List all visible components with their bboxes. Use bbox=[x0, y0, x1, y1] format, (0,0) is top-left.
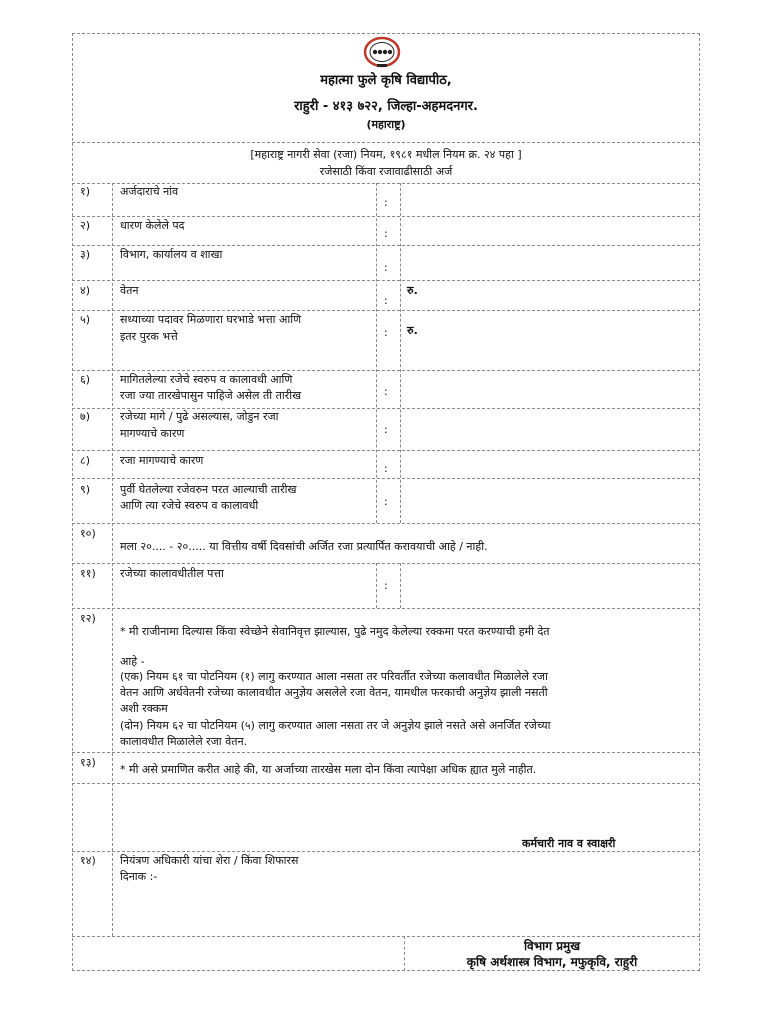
undertaking-line3: (एक) नियम ६१ चा पोटनियम (१) लागु करण्यात आला नसता तर परिवर्तीत रजेच्या कलावधीत मिळालेले रजा bbox=[120, 670, 548, 683]
department-office-label: विभाग, कार्यालय व शाखा bbox=[120, 248, 223, 261]
undertaking-line4: वेतन आणि अर्धवेतनी रजेच्या कालावधीत अनुज्ञेय असलेले रजा वेतन, यामधील फरकाची अनुज्ञेय झाली नसती bbox=[120, 686, 548, 699]
allowance-label-line1: सध्याच्या पदावर मिळणारा घरभाडे भत्ता आणि bbox=[120, 313, 302, 326]
applicant-name-label: अर्जदाराचे नांव bbox=[120, 185, 179, 198]
university-address: राहुरी - ४१३ ७२२, जिल्हा-अहमदनगर. bbox=[294, 99, 478, 114]
rupee-prefix: रु. bbox=[407, 284, 418, 297]
row-number: ७) bbox=[80, 410, 91, 423]
row-number: ४) bbox=[80, 284, 91, 297]
row-number: १४) bbox=[80, 854, 96, 867]
prefix-suffix-label-line1: रजेच्या मागे / पुढे असल्यास, जोडुन रजा bbox=[120, 410, 279, 423]
previous-leave-label-line1: पुर्वी घेतलेल्या रजेवरुन परत आल्याची तारीख bbox=[120, 483, 297, 496]
row-number: १२) bbox=[80, 612, 96, 625]
colon: : bbox=[384, 261, 388, 274]
row-number: ३) bbox=[80, 248, 91, 261]
colon: : bbox=[384, 294, 388, 307]
leave-nature-label-line2: रजा ज्या तारखेपासुन पाहिजे असेल ती तारीख bbox=[120, 389, 302, 402]
row-number: ९) bbox=[80, 483, 91, 496]
undertaking-line6: (दोन) नियम ६२ चा पोटनियम (५) लागु करण्यात आला नसता तर जे अनुज्ञेय झाले नसते असे अनर्जित रजेच्या bbox=[120, 719, 551, 732]
row-number: ८) bbox=[80, 454, 91, 467]
colon: : bbox=[384, 423, 388, 436]
leave-reason-label: रजा मागण्याचे कारण bbox=[120, 454, 204, 467]
form-title: रजेसाठी किंवा रजावाढीसाठी अर्ज bbox=[319, 165, 453, 178]
rupee-prefix: रु. bbox=[407, 324, 418, 337]
colon: : bbox=[384, 462, 388, 475]
date-label: दिनाक :- bbox=[120, 870, 158, 883]
children-certification-text: * मी असे प्रमाणित करीत आहे की, या अर्जाच्या तारखेस मला दोन किंवा त्यापेक्षा अधिक ह्यात मुले नाहीत. bbox=[120, 763, 537, 776]
rule-reference: [महाराष्ट्र नागरी सेवा (रजा) नियम, १९८१ मधील नियम क्र. २४ पहा ] bbox=[250, 148, 522, 161]
leave-address-label: रजेच्या कालावधीतील पत्ता bbox=[120, 567, 224, 580]
post-held-label: धारण केलेले पद bbox=[120, 219, 185, 232]
undertaking-line2: आहे - bbox=[120, 655, 145, 668]
controlling-officer-remarks-label: नियंत्रण अधिकारी यांचा शेरा / किंवा शिफारस bbox=[120, 854, 299, 867]
earned-leave-surrender-text: मला २०.... - २०..... या वित्तीय वर्षी दिवसांची अर्जित रजा प्रत्यार्पित करावयाची आहे / नाही. bbox=[120, 540, 488, 553]
department-name: कृषि अर्थशास्त्र विभाग, मफुकृवि, राहुरी bbox=[466, 955, 638, 969]
prefix-suffix-label-line2: मागण्याचे कारण bbox=[120, 427, 185, 440]
university-name: महात्मा फुले कृषि विद्यापीठ, bbox=[320, 73, 452, 88]
salary-label: वेतन bbox=[120, 284, 139, 297]
row-number: ५) bbox=[80, 313, 91, 326]
colon: : bbox=[384, 579, 388, 592]
leave-nature-label-line1: मागितलेल्या रजेचे स्वरुप व कालावधी आणि bbox=[120, 373, 293, 386]
colon: : bbox=[384, 196, 388, 209]
undertaking-line7: कालावधीत मिळालेले रजा वेतन. bbox=[120, 735, 248, 748]
colon: : bbox=[384, 326, 388, 339]
state-name: (महाराष्ट्र) bbox=[366, 118, 406, 131]
row-number: १०) bbox=[80, 527, 96, 540]
colon: : bbox=[384, 227, 388, 240]
row-number: १) bbox=[80, 185, 91, 198]
row-number: २) bbox=[80, 219, 91, 232]
undertaking-line5: अशी रक्कम bbox=[120, 702, 168, 715]
allowance-label-line2: इतर पुरक भत्ते bbox=[120, 330, 178, 343]
employee-signature-label: कर्मचारी नाव व स्वाक्षरी bbox=[522, 837, 616, 850]
colon: : bbox=[384, 385, 388, 398]
row-number: ११) bbox=[80, 567, 96, 580]
colon: : bbox=[384, 495, 388, 508]
undertaking-line1: * मी राजीनामा दिल्यास किंवा स्वेच्छेने सेवानिवृत्त झाल्यास, पुढे नमुद केलेल्या रक्कमा परत करण्याची हमी देत bbox=[120, 625, 550, 638]
head-of-department-label: विभाग प्रमुख bbox=[523, 939, 581, 953]
university-emblem-icon bbox=[362, 36, 402, 70]
row-number: १३) bbox=[80, 756, 96, 769]
row-number: ६) bbox=[80, 373, 91, 386]
previous-leave-label-line2: आणि त्या रजेचे स्वरुप व कालावधी bbox=[120, 499, 259, 512]
